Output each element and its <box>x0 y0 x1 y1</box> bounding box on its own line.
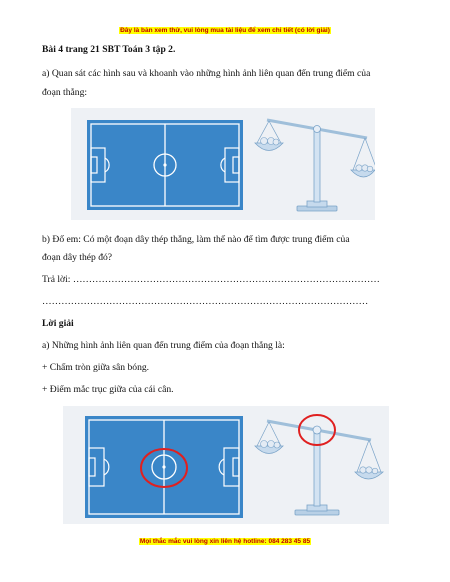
exercise-title: Bài 4 trang 21 SBT Toán 3 tập 2. <box>42 44 176 55</box>
preview-notice-banner <box>0 27 450 34</box>
figure-solution <box>63 406 389 524</box>
figure-question <box>71 108 375 220</box>
part-b-question-line2: đoạn dây thép đó? <box>42 252 113 263</box>
balance-scale-icon <box>255 421 383 515</box>
soccer-field-icon <box>85 416 243 518</box>
hotline-text: Mọi thắc mắc vui lòng xin liên hệ hotline: 084 283 45 85 <box>139 538 311 545</box>
answer-line-1: Trả lời: …………………………………………………………………………………… <box>42 274 380 285</box>
balance-scale-icon <box>255 120 375 211</box>
part-b-question-line1: b) Đố em: Có một đoạn dây thép thẳng, làm thế nào để tìm được trung điểm của <box>42 234 350 245</box>
soccer-field-icon <box>87 120 243 210</box>
hotline-footer <box>0 538 450 545</box>
figure-solution-svg <box>63 406 389 524</box>
part-a-question-line2: đoạn thẳng: <box>42 87 88 98</box>
solution-item-2: + Điểm mắc trục giữa của cái cân. <box>42 384 174 395</box>
answer-line-2: ………………………………………………………………………………………… <box>42 296 369 307</box>
solution-heading: Lời giải <box>42 318 74 329</box>
preview-notice-text: Đây là bản xem thử, vui lòng mua tài liệu để xem chi tiết (có lời giải) <box>120 27 330 34</box>
solution-item-1: + Chấm tròn giữa sân bóng. <box>42 362 150 373</box>
solution-intro: a) Những hình ảnh liên quan đến trung điểm của đoạn thẳng là: <box>42 340 285 351</box>
figure-question-svg <box>71 108 375 220</box>
part-a-question-line1: a) Quan sát các hình sau và khoanh vào những hình ảnh liên quan đến trung điểm của <box>42 68 371 79</box>
